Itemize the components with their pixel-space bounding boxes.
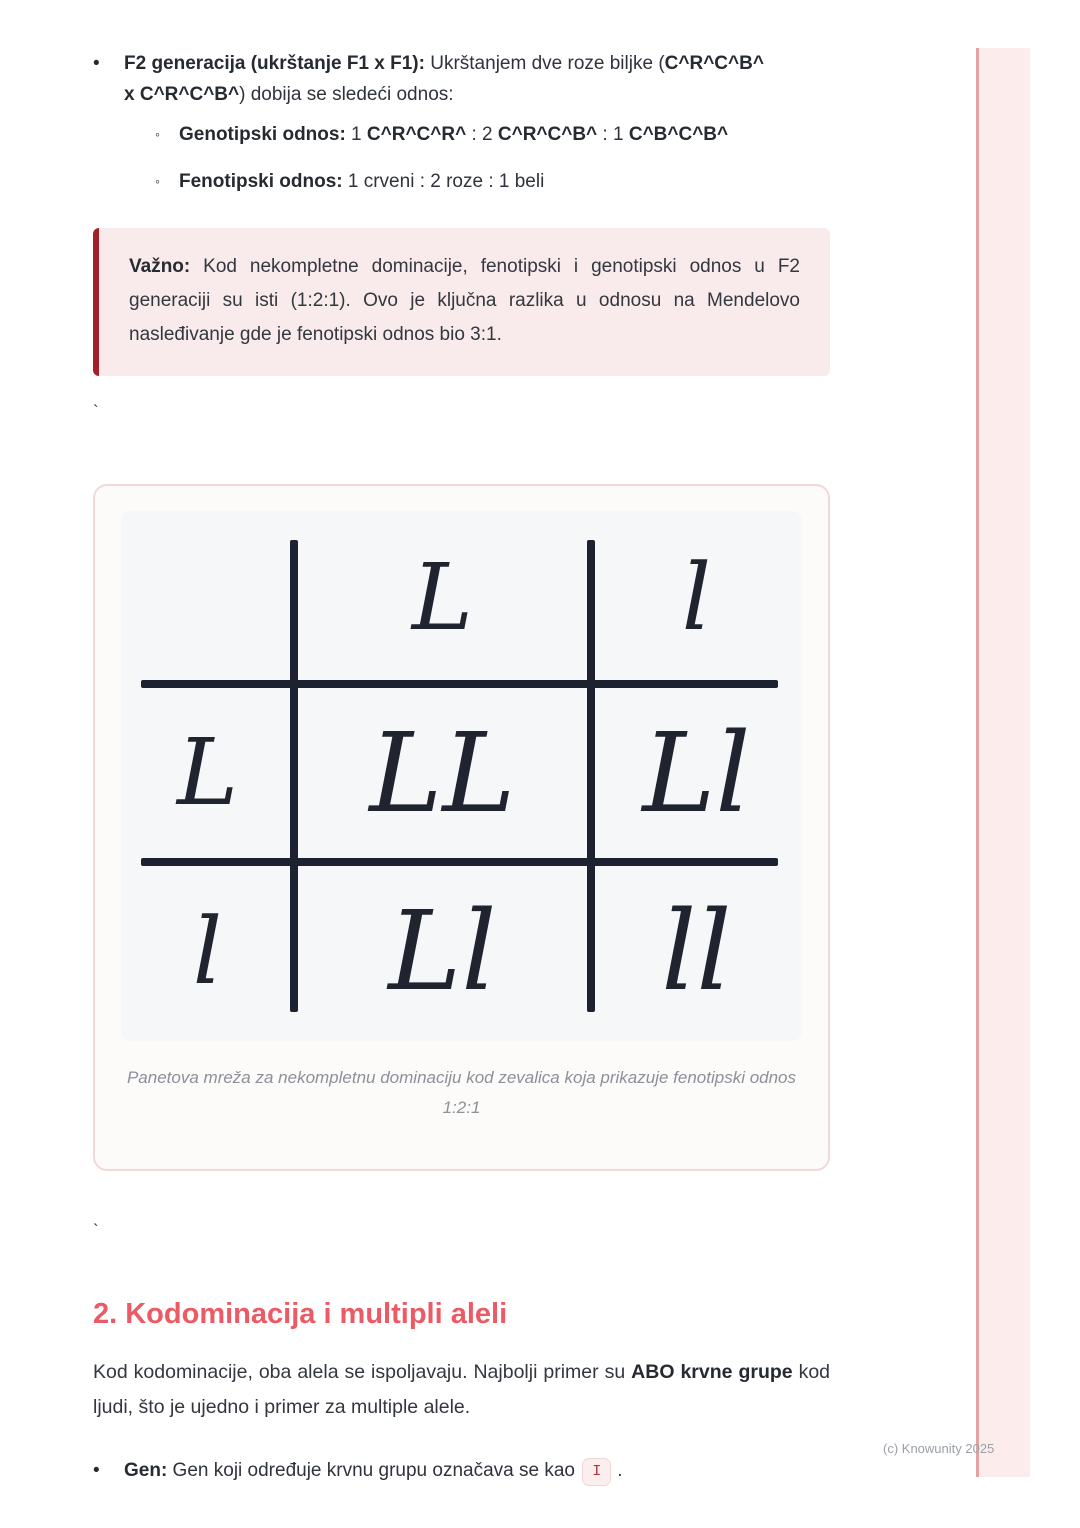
- important-callout: [93, 228, 830, 376]
- section-heading-kodominacija: 2. Kodominacija i multipli aleli: [93, 1298, 508, 1330]
- content-column: [93, 48, 830, 1486]
- figure-caption: Panetova mreža za nekompletnu dominaciju kod zevalica koja prikazuje fenotipski odnos 1:2:1: [126, 1068, 797, 1117]
- punnett-cell-Ll-bottom: Ll: [388, 887, 497, 1016]
- punnett-cell-Ll-top: Ll: [642, 708, 751, 837]
- grid-line-horizontal-1: [141, 680, 778, 688]
- f2-list-item: [93, 48, 830, 197]
- paragraph-text-1: Kod kodominacije, oba alela se ispoljavaju. Najbolji primer su: [93, 1361, 632, 1383]
- bullet-icon: •: [93, 1460, 100, 1481]
- gen-item-text: [124, 1455, 623, 1486]
- f2-sublist: [155, 119, 764, 197]
- f2-item-text-2: ) dobija se sledeći odnos:: [239, 84, 454, 105]
- grid-line-horizontal-2: [141, 858, 778, 866]
- circle-bullet-icon: ◦: [155, 173, 160, 189]
- grid-line-vertical-2: [587, 540, 595, 1012]
- stray-backtick-2: `: [93, 1221, 99, 1240]
- punnett-cell-LL: LL: [369, 708, 516, 837]
- phenotype-ratio-item: [155, 166, 764, 197]
- gen-period: .: [617, 1460, 623, 1481]
- page-side-stripe: [976, 48, 1030, 1477]
- genotype-code: C^R^C^B^: [497, 124, 598, 145]
- phenotype-ratio-values: 1 crveni : 2 roze : 1 beli: [342, 171, 545, 192]
- punnett-empty-corner: [121, 511, 294, 684]
- f2-list: [93, 48, 830, 197]
- genotype-ratio-label: Genotipski odnos:: [179, 124, 346, 145]
- genotype-code: C^R^C^R^: [366, 124, 467, 145]
- ratio-seg: 1: [345, 124, 367, 145]
- f2-genotype-1: C^R^C^B^: [664, 53, 764, 74]
- gen-list-item: [93, 1455, 830, 1486]
- phenotype-ratio-label: Fenotipski odnos:: [179, 171, 343, 192]
- codominance-paragraph: [93, 1355, 830, 1425]
- bullet-icon: •: [93, 53, 100, 74]
- circle-bullet-icon: ◦: [155, 126, 160, 142]
- phenotype-ratio-text: [179, 166, 544, 197]
- f2-item-label: F2 generacija (ukrštanje F1 x F1):: [124, 53, 425, 74]
- f2-genotype-2: x C^R^C^B^: [124, 84, 240, 105]
- stray-backtick-1: `: [93, 402, 99, 421]
- ratio-seg: : 2: [466, 124, 498, 145]
- callout-label: Važno:: [129, 256, 191, 277]
- knowunity-watermark: (c) Knowunity 2025: [883, 1441, 995, 1456]
- figure-card: [93, 484, 830, 1171]
- genotype-ratio-text: [179, 119, 728, 150]
- punnett-col-header-L: L: [411, 543, 473, 651]
- punnett-row-header-l: l: [192, 897, 223, 1005]
- punnett-col-header-l: l: [681, 543, 712, 651]
- punnett-square: [121, 511, 802, 1041]
- gen-label: Gen:: [124, 1460, 168, 1481]
- grid-line-vertical-1: [290, 540, 298, 1012]
- inline-code-chip-I: I: [582, 1458, 611, 1486]
- callout-text: Kod nekompletne dominacije, fenotipski i genotipski odnos u F2 generaciji su isti (1:2:1). Ovo je ključna razlika u odnosu na Mendelovo nasleđivanje gde je fenotipski odnos bio 3:1.: [129, 256, 800, 345]
- f2-item-text: [124, 48, 764, 197]
- paragraph-text-2: kod ljudi, što je ujedno i primer za multiple alele.: [93, 1361, 831, 1418]
- genotype-code: C^B^C^B^: [628, 124, 729, 145]
- gen-text: Gen koji određuje krvnu grupu označava se kao: [167, 1460, 581, 1481]
- punnett-cell-ll: ll: [661, 887, 732, 1016]
- punnett-row-header-L: L: [176, 719, 239, 827]
- f2-item-text-1: Ukrštanjem dve roze biljke (: [424, 53, 665, 74]
- genotype-ratio-item: [155, 119, 764, 150]
- abo-bold-text: ABO krvne grupe: [631, 1361, 793, 1383]
- ratio-seg: : 1: [597, 124, 629, 145]
